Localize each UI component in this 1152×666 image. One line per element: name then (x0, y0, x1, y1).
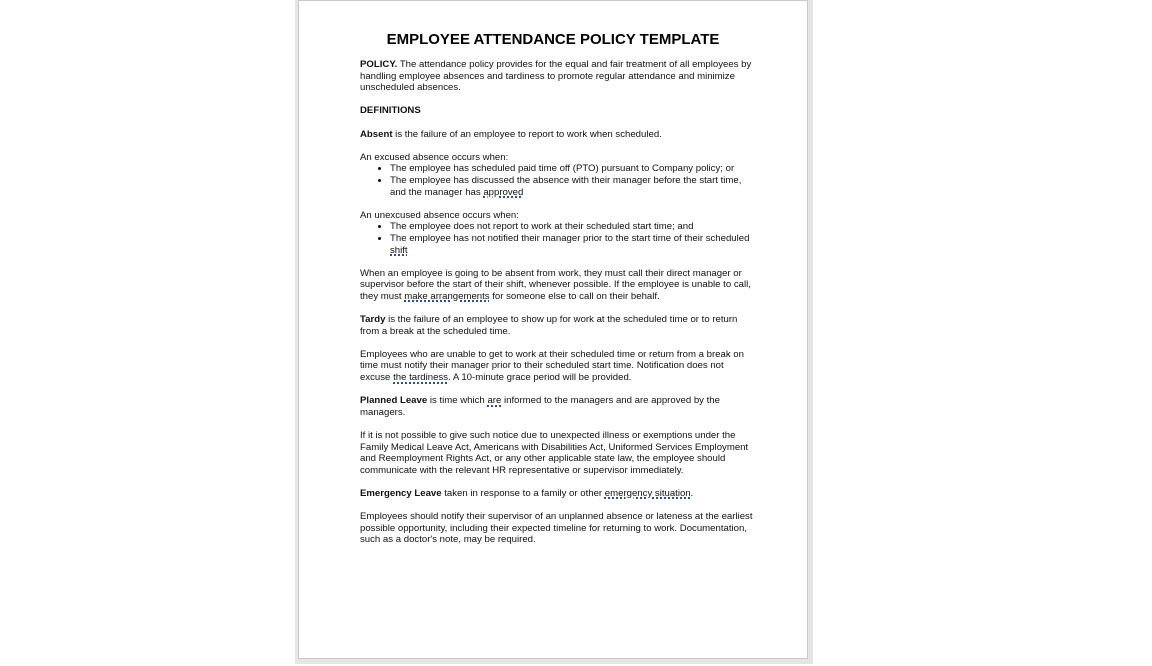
tardy-notify-text: . A 10-minute grace period will be provided. (448, 372, 632, 384)
policy-text: The attendance policy provides for the equal and fair treatment of all employees by handling employee absences and tardiness to promote regular attendance and minimize unscheduled absences. (360, 59, 752, 94)
document-page (298, 0, 808, 659)
planned-text: informed to the managers and are approved by the managers. (360, 395, 720, 418)
emergency-leave-paragraph (360, 488, 754, 500)
list-item (390, 233, 754, 256)
definitions-heading: DEFINITIONS (360, 105, 421, 117)
list-item: • The employee has scheduled paid time off (PTO) pursuant to Company policy; or (390, 163, 754, 175)
unexcused-list (360, 221, 754, 256)
document-body (360, 59, 754, 558)
list-item (390, 175, 754, 198)
unexcused-intro: An unexcused absence occurs when: (360, 209, 519, 221)
emergency-text: taken in response to a family or other (441, 487, 605, 499)
grammar-flag[interactable]: make arrangements (404, 290, 490, 302)
tardy-notify-paragraph (360, 349, 754, 384)
emergency-text: . (690, 487, 694, 499)
tardy-notify-text: Employees who are unable to get to work at their scheduled time or return from a break on time must notify their manager prior to their scheduled start time. Notification does not excuse (360, 348, 744, 384)
list-item: • The employee does not report to work at their scheduled start time; and (390, 221, 754, 233)
grammar-flag[interactable]: approved (483, 186, 524, 198)
absent-term: Absent (360, 128, 393, 140)
planned-text: is time which (427, 395, 488, 407)
tardy-term: Tardy (360, 314, 386, 326)
call-text: When an employee is going to be absent from work, they must call their direct manager or supervisor before the start of their shift, whenever possible. If the employee is unable to call, they must (360, 267, 751, 302)
document-title: EMPLOYEE ATTENDANCE POLICY TEMPLATE (386, 31, 720, 48)
list-item-text: The employee has discussed the absence with their manager before the start time, and the manager has (390, 174, 742, 198)
notify-paragraph: Employees should notify their supervisor of an unplanned absence or lateness at the earliest possible opportunity, including their expected timeline for returning to work. Documentation, such as a doctor's note, may be required. (360, 511, 753, 546)
grammar-flag[interactable]: the tardiness (393, 372, 449, 384)
call-text: for someone else to call on their behalf. (489, 290, 660, 302)
emergency-leave-term: Emergency Leave (360, 487, 442, 499)
grammar-flag[interactable]: are (487, 395, 502, 407)
absent-text: is the failure of an employee to report to work when scheduled. (392, 128, 662, 140)
policy-paragraph (360, 59, 754, 94)
tardy-text: is the failure of an employee to show up for work at the scheduled time or to return from a break at the scheduled time. (360, 314, 738, 337)
policy-label: POLICY. (360, 59, 398, 70)
grammar-flag[interactable]: shift (390, 244, 408, 256)
list-item-text: The employee has not notified their manager prior to the start time of their scheduled (390, 232, 750, 244)
excused-intro: An excused absence occurs when: (360, 151, 509, 163)
tardy-paragraph (360, 314, 754, 337)
excused-list (360, 163, 754, 198)
absent-paragraph (360, 129, 754, 141)
planned-leave-paragraph (360, 395, 754, 418)
planned-leave-term: Planned Leave (360, 395, 428, 407)
grammar-flag[interactable]: emergency situation (604, 487, 691, 499)
call-paragraph (360, 268, 754, 303)
notice-paragraph: If it is not possible to give such notice due to unexpected illness or exemptions under the Family Medical Leave Act, Americans with Disabilities Act, Uniformed Services Employment and Reemployment Rights Act, or any other applicable state law, the employee should communicate with the relevant HR representative or supervisor immediately. (360, 430, 749, 476)
